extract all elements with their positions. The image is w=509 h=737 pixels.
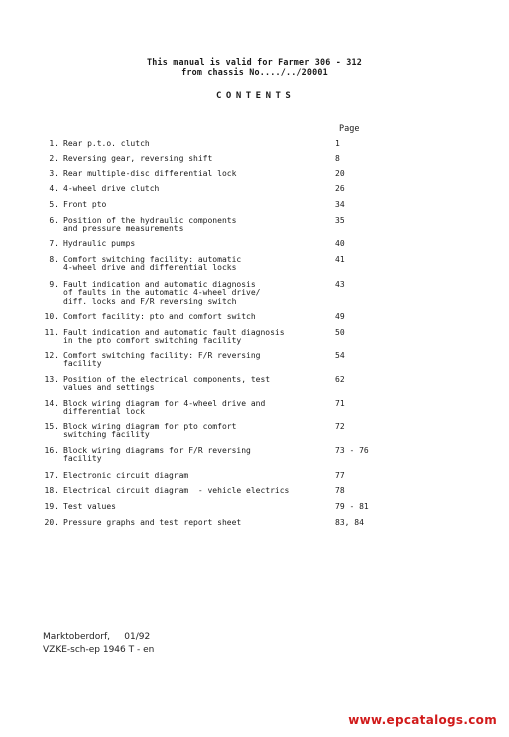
toc-entry-title xyxy=(63,217,343,234)
toc-entry-page: 83, 84 xyxy=(335,518,364,527)
toc-entry-title-line: Electrical circuit diagram - vehicle electrics xyxy=(63,486,290,495)
toc-entry-title xyxy=(63,503,343,511)
toc-entry-number: 18. xyxy=(44,486,59,495)
toc-entry-title-line: switching facility xyxy=(63,430,150,440)
toc-entry-number: 2. xyxy=(49,154,59,163)
toc-entry-page: 50 xyxy=(335,328,345,337)
toc-entry-page: 40 xyxy=(335,239,345,248)
toc-entry-number: 8. xyxy=(49,255,59,264)
toc-entry-title-line: facility xyxy=(63,454,102,464)
toc-entry-title-line: 4-wheel drive clutch xyxy=(63,184,160,193)
toc-entry-page: 54 xyxy=(335,351,345,360)
toc-entry-title-line: and pressure measurements xyxy=(63,224,184,234)
toc-entry-page: 49 xyxy=(335,312,345,321)
toc-entry-number: 10. xyxy=(44,312,59,321)
toc-entry-title-line: Rear multiple-disc differential lock xyxy=(63,169,237,178)
validity-line: This manual is valid for Farmer 306 - 312 xyxy=(147,57,362,67)
toc-entry-title-line: Block wiring diagram for pto comfort xyxy=(63,422,237,431)
toc-entry-title-line: Pressure graphs and test report sheet xyxy=(63,518,242,527)
toc-entry-title-line: Position of the hydraulic components xyxy=(63,216,237,225)
toc-entry-number: 16. xyxy=(44,446,59,455)
toc-entry-number: 13. xyxy=(44,375,59,384)
toc-entry-title-line: 4-wheel drive and differential locks xyxy=(63,263,237,273)
toc-entry-number: 4. xyxy=(49,184,59,193)
toc-entry-title-line: values and settings xyxy=(63,383,155,393)
toc-entry-title-line: Reversing gear, reversing shift xyxy=(63,154,213,163)
toc-entry-page: 34 xyxy=(335,200,345,209)
toc-entry-title xyxy=(63,487,343,495)
toc-entry-title-line: facility xyxy=(63,359,102,369)
toc-entry-page: 35 xyxy=(335,216,345,225)
toc-entry-title xyxy=(63,472,343,480)
toc-entry-title-line: in the pto comfort switching facility xyxy=(63,336,242,346)
contents-title: CONTENTS xyxy=(216,91,296,101)
footer xyxy=(43,631,154,657)
toc-entry-title-line: Fault indication and automatic diagnosis xyxy=(63,280,256,289)
toc-entry-title xyxy=(63,352,343,369)
toc-entry-number: 19. xyxy=(44,502,59,511)
toc-entry-title xyxy=(63,155,343,163)
toc-entry-page: 1 xyxy=(335,139,340,148)
toc-entry-title-line: Rear p.t.o. clutch xyxy=(63,139,150,148)
toc-entry-title-line: Electronic circuit diagram xyxy=(63,471,189,480)
toc-entry-title-line: diff. locks and F/R reversing switch xyxy=(63,296,237,306)
toc-entry-title-line: Comfort switching facility: F/R reversing xyxy=(63,351,261,360)
toc-entry-title xyxy=(63,140,343,148)
toc-entry-page: 20 xyxy=(335,169,345,178)
toc-entry-page: 78 xyxy=(335,486,345,495)
toc-entry-number: 12. xyxy=(44,351,59,360)
footer-date: 01/92 xyxy=(124,632,151,642)
toc-entry-title-line: Block wiring diagram for 4-wheel drive and xyxy=(63,399,266,408)
toc-entry-title-line: Comfort switching facility: automatic xyxy=(63,255,242,264)
toc-entry-number: 1. xyxy=(49,139,59,148)
toc-entry-number: 3. xyxy=(49,169,59,178)
toc-entry-number: 9. xyxy=(49,280,59,289)
toc-entry-page: 26 xyxy=(335,184,345,193)
toc-entry-page: 71 xyxy=(335,399,345,408)
toc-entry-title-line: Test values xyxy=(63,502,116,511)
toc-entry-title xyxy=(63,400,343,417)
watermark: www.epcatalogs.com xyxy=(348,713,497,727)
toc-entry-page: 8 xyxy=(335,154,340,163)
toc-entry-page: 72 xyxy=(335,422,345,431)
footer-location: Marktoberdorf, xyxy=(43,632,110,642)
toc-entry-title xyxy=(63,313,343,321)
toc-entry-title xyxy=(63,201,343,209)
toc-entry-page: 73 - 76 xyxy=(335,446,369,455)
toc-entry-page: 62 xyxy=(335,375,345,384)
toc-entry-title-line: differential lock xyxy=(63,407,145,417)
toc-entry-number: 7. xyxy=(49,239,59,248)
toc-entry-number: 14. xyxy=(44,399,59,408)
toc-entry-number: 17. xyxy=(44,471,59,480)
toc-entry-title xyxy=(63,240,343,248)
toc-entry-title xyxy=(63,256,343,273)
toc-entry-page: 43 xyxy=(335,280,345,289)
toc-entry-title xyxy=(63,170,343,178)
toc-entry-page: 41 xyxy=(335,255,345,264)
toc-entry-title-line: of faults in the automatic 4-wheel drive/ xyxy=(63,288,261,298)
toc-entry-title xyxy=(63,185,343,193)
toc-entry-title-line: Fault indication and automatic fault diagnosis xyxy=(63,328,285,337)
toc-entry-number: 20. xyxy=(44,518,59,527)
toc-entry-title-line: Comfort facility: pto and comfort switch xyxy=(63,312,256,321)
toc-entry-title-line: Position of the electrical components, test xyxy=(63,375,271,384)
toc-entry-title-line: Hydraulic pumps xyxy=(63,239,136,248)
chassis-line: from chassis No..../../20001 xyxy=(181,67,328,77)
toc-entry-number: 11. xyxy=(44,328,59,337)
page-column-header: Page xyxy=(339,124,360,134)
toc-entry-number: 15. xyxy=(44,422,59,431)
toc-entry-title xyxy=(63,519,343,527)
toc-entry-title xyxy=(63,281,343,306)
toc-entry-title xyxy=(63,447,343,464)
toc-entry-title xyxy=(63,329,343,346)
toc-entry-title-line: Block wiring diagrams for F/R reversing xyxy=(63,446,251,455)
toc-entry-title xyxy=(63,423,343,440)
footer-code: VZKE-sch-ep 1946 T - en xyxy=(43,645,155,655)
toc-entry-title xyxy=(63,376,343,393)
toc-entry-page: 77 xyxy=(335,471,345,480)
toc-entry-page: 79 - 81 xyxy=(335,502,369,511)
toc-entry-number: 6. xyxy=(49,216,59,225)
toc-entry-number: 5. xyxy=(49,200,59,209)
toc-entry-title-line: Front pto xyxy=(63,200,107,209)
